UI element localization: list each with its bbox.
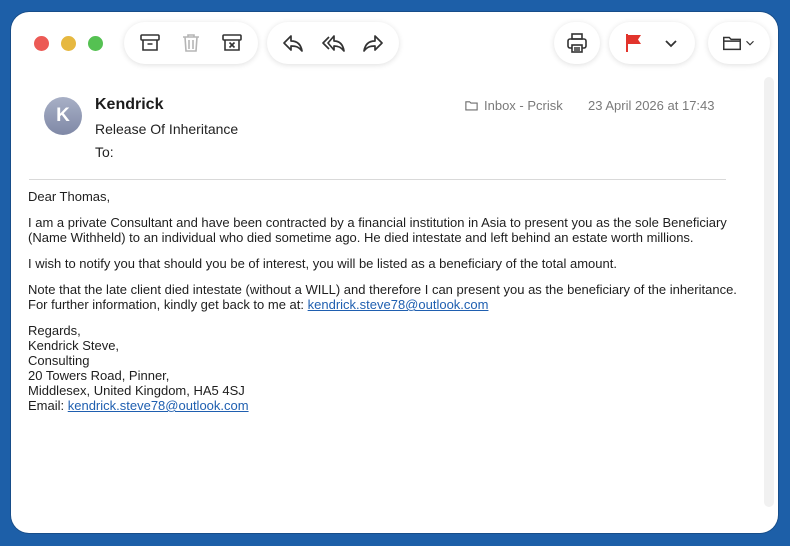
body-paragraph xyxy=(28,282,738,312)
folder-icon xyxy=(721,31,743,55)
message-date: 23 April 2026 at 17:43 xyxy=(588,98,715,113)
signature-title: Consulting xyxy=(28,353,90,368)
move-group xyxy=(708,22,770,64)
signature-address: 20 Towers Road, Pinner, xyxy=(28,368,170,383)
forward-button[interactable] xyxy=(356,26,390,60)
signature-email-link[interactable]: kendrick.steve78@outlook.com xyxy=(67,398,249,413)
flag-group xyxy=(609,22,695,64)
reply-all-button[interactable] xyxy=(316,26,350,60)
signature xyxy=(28,323,738,413)
sender-name[interactable]: Kendrick xyxy=(95,96,164,113)
close-window-button[interactable] xyxy=(34,36,49,51)
reply-all-icon xyxy=(321,31,345,55)
trash-icon xyxy=(179,31,203,55)
delete-button[interactable] xyxy=(174,26,208,60)
flag-menu-button[interactable] xyxy=(654,26,688,60)
archive-button[interactable] xyxy=(133,26,167,60)
scrollbar[interactable] xyxy=(764,77,774,507)
flag-icon xyxy=(622,31,646,55)
folder-icon xyxy=(464,98,479,113)
junk-icon xyxy=(220,31,244,55)
reply-button[interactable] xyxy=(276,26,310,60)
message-subject: Release Of Inheritance xyxy=(95,121,239,137)
header-divider xyxy=(29,179,726,180)
mail-window xyxy=(11,12,778,533)
signature-email-label: Email: xyxy=(28,398,68,413)
greeting: Dear Thomas, xyxy=(28,189,111,204)
paragraph-text: Note that the late client died intestate (without a WILL) and therefore I can present you as the beneficiary of the inheritance. For further information, kindly get back to me at: xyxy=(28,282,737,312)
chevron-down-icon xyxy=(743,31,757,55)
avatar: K xyxy=(44,97,82,135)
print-group xyxy=(554,22,600,64)
move-to-folder-button[interactable] xyxy=(714,26,764,60)
body-paragraph: I wish to notify you that should you be of interest, you will be listed as a beneficiary of the total amount. xyxy=(28,256,617,271)
archive-icon xyxy=(138,31,162,55)
reply-actions-group xyxy=(267,22,399,64)
mailbox-label xyxy=(464,98,563,113)
email-link[interactable]: kendrick.steve78@outlook.com xyxy=(307,297,489,312)
chevron-down-icon xyxy=(659,31,683,55)
signature-regards: Regards, xyxy=(28,323,81,338)
body-paragraph: I am a private Consultant and have been contracted by a financial institution in Asia to present you as the sole Beneficiary (Name Withheld) to an individual who died sometime ago. He died intestate and left behind an estate worth millions. xyxy=(28,215,727,245)
signature-name: Kendrick Steve, xyxy=(28,338,120,353)
print-button[interactable] xyxy=(560,26,594,60)
message-body xyxy=(28,189,738,413)
print-icon xyxy=(565,31,589,55)
zoom-window-button[interactable] xyxy=(88,36,103,51)
signature-address: Middlesex, United Kingdom, HA5 4SJ xyxy=(28,383,245,398)
forward-icon xyxy=(361,31,385,55)
flag-button[interactable] xyxy=(617,26,651,60)
to-label: To: xyxy=(95,144,114,160)
junk-button[interactable] xyxy=(215,26,249,60)
reply-icon xyxy=(281,31,305,55)
mailbox-name: Inbox - Pcrisk xyxy=(484,98,563,113)
signature-email xyxy=(28,398,738,413)
minimize-window-button[interactable] xyxy=(61,36,76,51)
message-actions-group xyxy=(124,22,258,64)
